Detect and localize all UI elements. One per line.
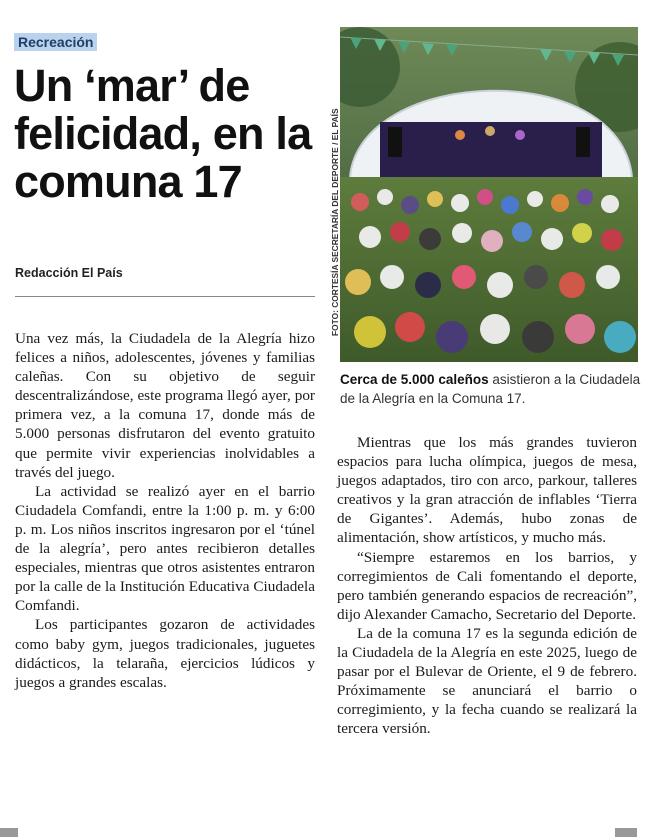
article-paragraph: Los participantes gozaron de actividades como baby gym, juegos tradicionales, juguetes didácticos, la telaraña, ejercicios lúdicos y juegos a grandes escalas. — [15, 616, 315, 691]
byline-divider — [15, 296, 315, 297]
article-paragraph: Una vez más, la Ciudadela de la Alegría hizo felices a niños, adolescentes, jóvenes y familias caleñas. Con su objetivo de seguir descentralizándose, este programa llegó ayer, por primera vez, a la comuna 17, donde más de 5.000 personas disfrutaron del evento gratuito que permite vivir experiencias inolvidables a través del juego. — [15, 330, 315, 481]
article-paragraph: “Siempre estaremos en los barrios, y corregimientos de Cali fomentando el deporte, pero también generando espacios de recreación”, dijo Alexander Camacho, Secretario del Deporte. — [337, 548, 637, 623]
headline: Un ‘mar’ de felicidad, en la comuna 17 — [14, 60, 312, 207]
byline: Redacción El País — [15, 266, 123, 280]
page-edge-marker — [0, 828, 18, 837]
article-column-left — [15, 329, 315, 692]
article-paragraph: Mientras que los más grandes tuvieron espacios para lucha olímpica, juegos de mesa, juegos adaptados, tiro con arco, parkour, talleres creativos y la gran atracción de inflables ‘Tierra de Gigantes’. Además, hubo zonas de alimentación, show artísticos, y mucho más. — [337, 434, 637, 547]
photo-credit: FOTO: CORTESÍA SECRETARÍA DEL DEPORTE / EL PAÍS — [330, 108, 340, 336]
section-label: Recreación — [14, 33, 97, 51]
photo-caption — [340, 370, 645, 408]
event-photo — [340, 27, 638, 362]
page-edge-marker — [615, 828, 637, 837]
caption-highlight: Cerca de 5.000 caleños — [340, 372, 489, 387]
article-paragraph: La actividad se realizó ayer en el barrio Ciudadela Comfandi, entre la 1:00 p. m. y 6:00 p. m. Los niños inscritos ingresaron por el ‘túnel de la alegría’, pero antes recibieron detalles especiales, mientras que otros asistentes entraron por la calle de la Institución Educativa Ciudadela Comfandi. — [15, 482, 315, 615]
caption-text: asistieron a la Ciudadela de la Alegría en la Comuna 17. — [340, 372, 641, 406]
article-column-right — [337, 433, 637, 739]
article-paragraph: La de la comuna 17 es la segunda edición de la Ciudadela de la Alegría en este 2025, luego de pasar por el Bulevar de Oriente, el 9 de febrero. Próximamente se anunciará el barrio o corregimiento, y la fecha cuando se realizará la tercera versión. — [337, 624, 637, 738]
